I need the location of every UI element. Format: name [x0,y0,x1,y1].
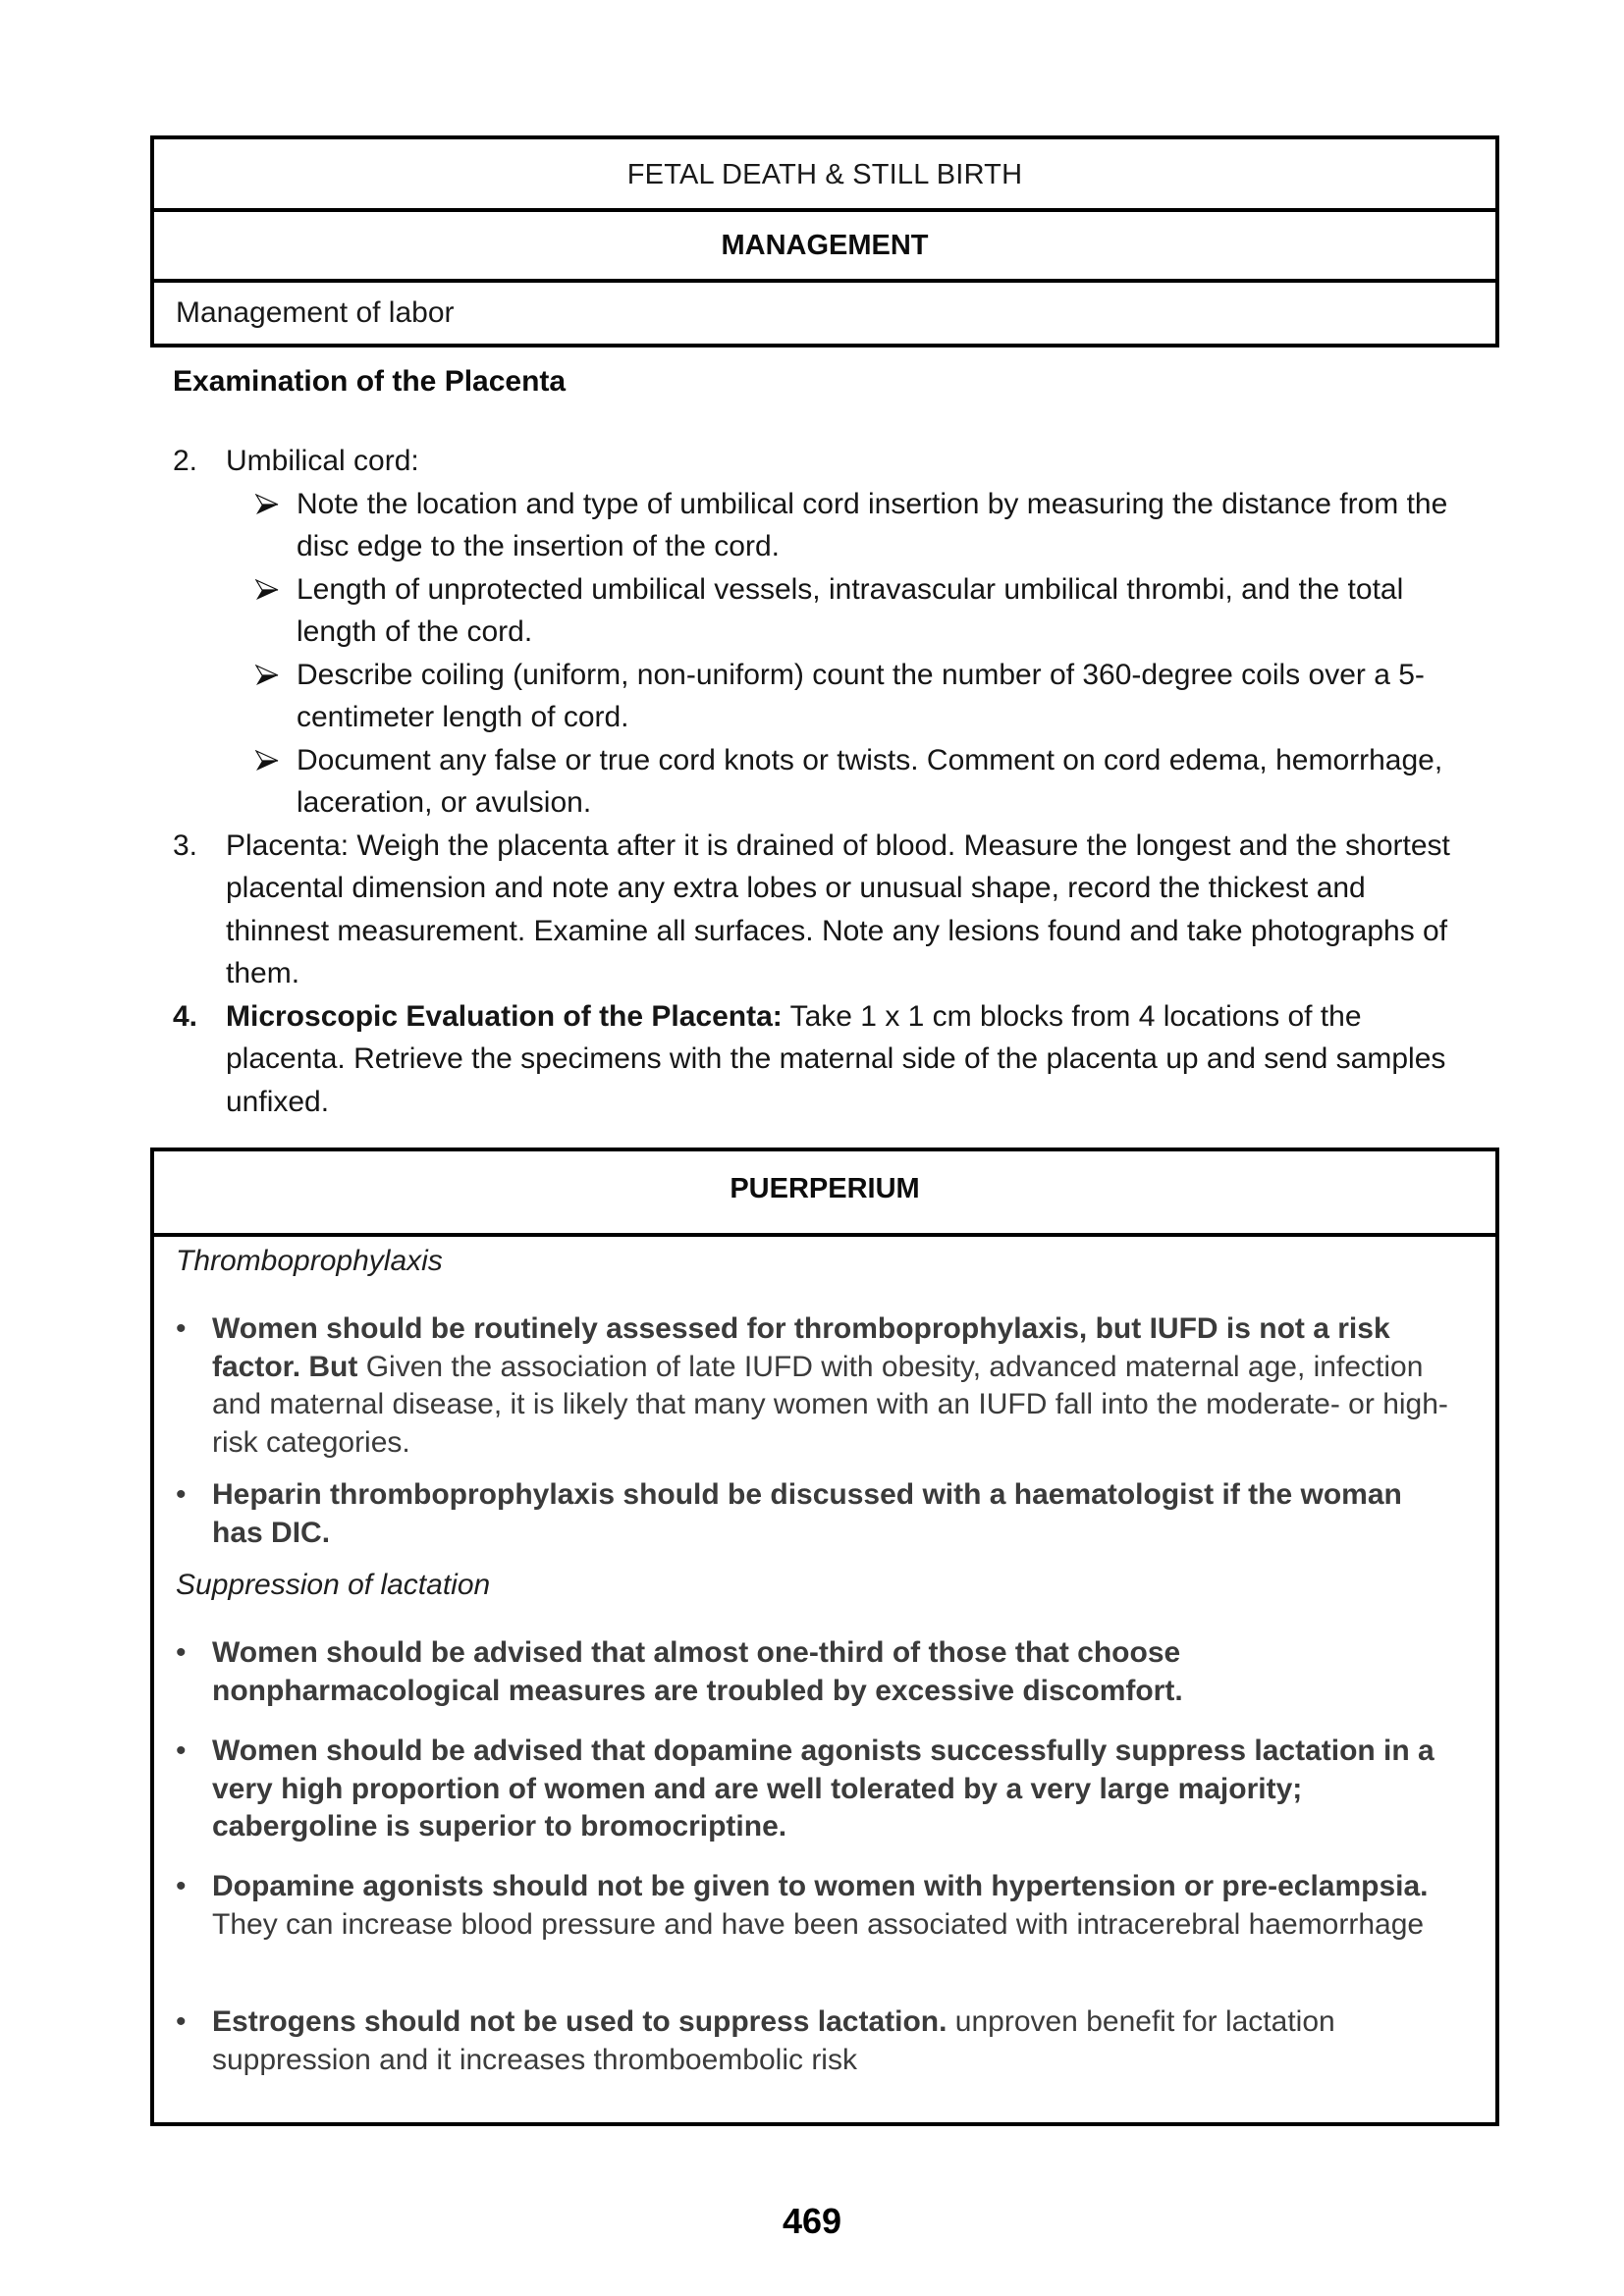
round-bullet-icon: • [176,1478,187,1511]
list-item-microscopic-evaluation [173,995,1469,1124]
list-number: 3. [173,828,198,862]
bullet-bold-text: Women should be routinely assessed for thromboprophylaxis, but IUFD is not a risk factor. But [212,1312,1390,1383]
chapter-title-row [154,139,1495,212]
bullet-item [176,1476,1452,1552]
bullet-item [176,2003,1452,2079]
list-number: 2. [173,445,198,477]
umbilical-cord-sublist [173,483,1469,825]
list-item-bold-lead: Microscopic Evaluation of the Placenta: [226,999,783,1033]
sublist-item-text: Note the location and type of umbilical cord insertion by measuring the distance from the disc edge to the insertion of the cord. [297,487,1448,562]
bullet-bold-text: Dopamine agonists should not be given to women with hypertension or pre-eclampsia. [212,1870,1429,1902]
bullet-text: unproven benefit for lactation suppression and it increases thromboembolic risk [212,2005,1335,2076]
subsection-label: Management of labor [176,296,455,329]
puerperium-body [154,1237,1495,2122]
arrowhead-bullet-icon [255,568,285,601]
round-bullet-icon: • [176,1636,187,1669]
list-item-label: Umbilical cord: [226,445,419,477]
list-item-text: Placenta: Weigh the placenta after it is drained of blood. Measure the longest and the shortest placental dimension and note any extra lobes or unusual shape, record the thickest and thinnest measurement. Examine all surfaces. Note any lesions found and take photographs of them. [226,828,1450,989]
bullet-bold-text: Heparin thromboprophylaxis should be discussed with a haematologist if the woman has DIC. [212,1478,1402,1549]
sublist-item [173,568,1469,654]
sublist-item [173,739,1469,825]
sublist-item-text: Length of unprotected umbilical vessels, intravascular umbilical thrombi, and the total length of the cord. [297,572,1404,648]
puerperium-title: PUERPERIUM [730,1173,920,1204]
list-item-text: Take 1 x 1 cm blocks from 4 locations of the placenta. Retrieve the specimens with the maternal side of the placenta up and send samples unfixed. [226,999,1446,1118]
round-bullet-icon: • [176,2005,187,2038]
placenta-exam-list [173,440,1469,1123]
header-table [150,135,1499,347]
round-bullet-icon: • [176,1312,187,1345]
arrowhead-bullet-icon [255,739,285,772]
subsection-row [154,283,1495,344]
section-title: MANAGEMENT [721,230,929,261]
section-title-row [154,212,1495,283]
bullet-item [176,1733,1452,1846]
bullet-item [176,1868,1452,1944]
arrowhead-bullet-icon [255,483,285,515]
puerperium-table [150,1148,1499,2126]
sublist-item-text: Document any false or true cord knots or twists. Comment on cord edema, hemorrhage, laceration, or avulsion. [297,743,1443,819]
page-number: 469 [782,2201,842,2241]
list-item-umbilical-cord [173,440,1469,825]
puerperium-title-row [154,1151,1495,1237]
bullet-item [176,1634,1452,1710]
sublist-item [173,654,1469,739]
sublist-item-text: Describe coiling (uniform, non-uniform) count the number of 360-degree coils over a 5-centimeter length of cord. [297,658,1425,733]
bullet-text: Given the association of late IUFD with obesity, advanced maternal age, infection and maternal disease, it is likely that many women with an IUFD fall into the moderate- or high-risk categories. [212,1350,1448,1460]
list-number: 4. [173,999,198,1033]
round-bullet-icon: • [176,1870,187,1902]
bullet-item [176,1310,1452,1463]
lactation-heading: Suppression of lactation [176,1569,491,1601]
bullet-bold-text: Women should be advised that dopamine agonists successfully suppress lactation in a very high proportion of women and are well tolerated by a very large majority; cabergoline is superior to bromocriptine. [212,1735,1435,1843]
sublist-item [173,483,1469,568]
bullet-text: They can increase blood pressure and have been associated with intracerebral haemorrhage [212,1907,1425,1941]
round-bullet-icon: • [176,1735,187,1767]
bullet-bold-text: Women should be advised that almost one-third of those that choose nonpharmacological measures are troubled by excessive discomfort. [212,1636,1183,1707]
thromboprophylaxis-heading: Thromboprophylaxis [176,1245,443,1277]
bullet-bold-text: Estrogens should not be used to suppress lactation. [212,2005,947,2038]
chapter-title: FETAL DEATH & STILL BIRTH [626,159,1023,190]
placenta-exam-heading: Examination of the Placenta [173,365,567,398]
list-item-placenta [173,825,1469,995]
arrowhead-bullet-icon [255,654,285,686]
